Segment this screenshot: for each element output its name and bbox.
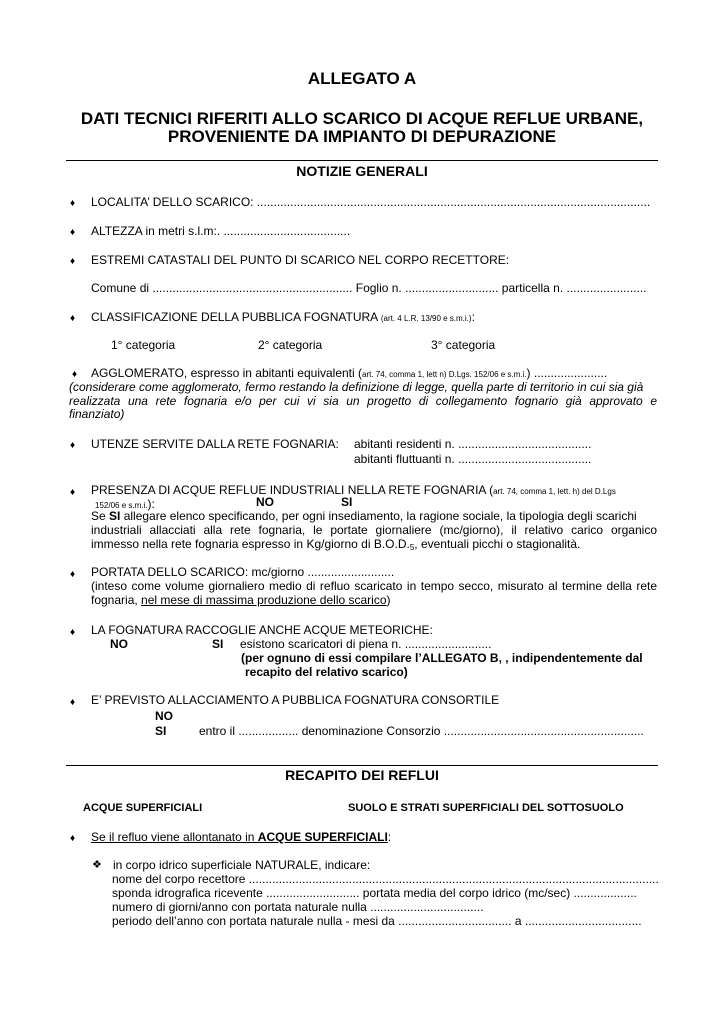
field-classificazione: CLASSIFICAZIONE DELLA PUBBLICA FOGNATURA (art. 4 L.R. 13/90 e s.m.i.): <box>91 310 475 324</box>
agglomerato-note-line2: realizzata una rete fognaria e/o per cui vi sia un progetto di collegamento fognario già approvato e <box>69 394 657 408</box>
bullet-diamond-icon: ♦ <box>70 697 76 708</box>
option-no: NO <box>155 709 173 723</box>
field-presenza-reflue-industriali: PRESENZA DI ACQUE REFLUE INDUSTRIALI NELLA RETE FOGNARIA (art. 74, comma 1, lett. h) del D.Lgs <box>91 483 616 497</box>
column-heading-suolo: SUOLO E STRATI SUPERFICIALI DEL SOTTOSUOLO <box>348 802 624 814</box>
option-si: SI <box>155 724 167 738</box>
field-abitanti-fluttuanti: abitanti fluttuanti n. ........................................ <box>354 452 592 466</box>
agglomerato-reference: art. 74, comma 1, lett n) D.Lgs. 152/06 e s.m.i. <box>362 370 527 379</box>
section-heading-notizie: NOTIZIE GENERALI <box>296 163 428 179</box>
field-periodo-portata-nulla: periodo dell’anno con portata naturale nulla - mesi da .................................. a ................................... <box>112 914 642 928</box>
agglomerato-note-line1: (considerare come agglomerato, fermo restando la definizione di legge, quella parte di territorio in cui sia già <box>69 380 644 394</box>
bullet-diamond-icon: ♦ <box>70 198 76 209</box>
section-heading-recapito: RECAPITO DEI REFLUI <box>285 767 439 783</box>
bullet-diamond-icon: ♦ <box>70 256 76 267</box>
bullet-diamond-icon: ♦ <box>70 227 76 238</box>
field-altezza: ALTEZZA in metri s.l.m:. ...................................... <box>91 224 351 238</box>
document-title: ALLEGATO A <box>307 69 417 88</box>
bullet-diamond-icon: ♦ <box>72 369 78 380</box>
bullet-diamond-icon: ♦ <box>70 569 76 580</box>
four-diamond-icon: ❖ <box>92 859 102 871</box>
portata-note-line2: fognaria, nel mese di massima produzione dello scarico) <box>91 593 391 607</box>
field-localita: LOCALITA’ DELLO SCARICO: ...................................................................................................................... <box>91 195 651 209</box>
document-subtitle-line1: DATI TECNICI RIFERITI ALLO SCARICO DI ACQUE REFLUE URBANE, <box>80 109 644 128</box>
option-categoria-2: 2° categoria <box>258 338 323 352</box>
se-si-line1: Se SI allegare elenco specificando, per ogni insediamento, la ragione sociale, la tipologia degli scarichi <box>91 509 637 523</box>
classificazione-reference: (art. 4 L.R. 13/90 e s.m.i.) <box>380 314 472 323</box>
field-utenze-servite: UTENZE SERVITE DALLA RETE FOGNARIA: <box>91 437 339 451</box>
se-refluo-acque-superficiali: Se il refluo viene allontanato in ACQUE SUPERFICIALI: <box>91 830 392 844</box>
field-agglomerato: AGGLOMERATO, espresso in abitanti equivalenti (art. 74, comma 1, lett n) D.Lgs. 152/06 e s.m.i.) ...................... <box>91 366 608 380</box>
option-no: NO <box>110 637 128 651</box>
presenza-reference-cont: 152/06 e s.m.i.): <box>95 497 155 511</box>
bullet-diamond-icon: ♦ <box>70 440 76 451</box>
section-divider <box>66 160 658 161</box>
field-portata-scarico: PORTATA DELLO SCARICO: mc/giorno .......................... <box>91 565 395 579</box>
option-no: NO <box>256 495 274 509</box>
field-giorni-portata-nulla: numero di giorni/anno con portata naturale nulla .................................. <box>112 900 484 914</box>
se-si-line2: industriali allacciati alla rete fognaria, le portate giornaliere (mc/giorno), il relativo carico organico <box>91 523 657 537</box>
bullet-diamond-icon: ♦ <box>70 833 76 844</box>
field-sponda-portata-media: sponda idrografica ricevente ............................ portata media del corpo idrico (mc/sec) ................... <box>112 886 637 900</box>
field-estremi-catastali: ESTREMI CATASTALI DEL PUNTO DI SCARICO NEL CORPO RECETTORE: <box>91 253 510 267</box>
column-heading-acque-superficiali: ACQUE SUPERFICIALI <box>83 802 203 814</box>
option-si: SI <box>341 495 353 509</box>
document-subtitle-line2: PROVENIENTE DA IMPIANTO DI DEPURAZIONE <box>167 127 557 146</box>
presenza-reference: art. 74, comma 1, lett. h) del D.Lgs <box>493 487 616 496</box>
per-ognuno-note-line1: (per ognuno di essi compilare l’ALLEGATO B, , indipendentemente dal <box>241 651 643 665</box>
bullet-diamond-icon: ♦ <box>70 313 76 324</box>
bullet-diamond-icon: ♦ <box>70 487 76 498</box>
field-comune-foglio-particella: Comune di ............................................................ Foglio n. ............................ particella n. ........................ <box>91 281 647 295</box>
field-entro-consorzio: entro il .................. denominazione Consorzio ............................................................ <box>199 724 644 738</box>
per-ognuno-note-line2: recapito del relativo scarico) <box>245 665 408 679</box>
option-categoria-1: 1° categoria <box>111 338 176 352</box>
bullet-diamond-icon: ♦ <box>70 627 76 638</box>
field-abitanti-residenti: abitanti residenti n. ........................................ <box>354 437 592 451</box>
agglomerato-note-line3: finanziato) <box>69 407 125 421</box>
option-si: SI <box>212 637 224 651</box>
option-categoria-3: 3° categoria <box>431 338 496 352</box>
field-fognatura-consortile: E’ PREVISTO ALLACCIAMENTO A PUBBLICA FOGNATURA CONSORTILE <box>91 693 500 707</box>
field-acque-meteoriche: LA FOGNATURA RACCOGLIE ANCHE ACQUE METEORICHE: <box>91 623 433 637</box>
portata-note-line1: (inteso come volume giornaliero medio di refluo scaricato in tempo secco, misurato al termine della rete <box>91 579 657 593</box>
field-nome-corpo-recettore: nome del corpo recettore ........................................................................................................................... <box>112 872 659 886</box>
field-scaricatori-piena: esistono scaricatori di piena n. .......................... <box>240 637 492 651</box>
se-si-line3: immesso nella rete fognaria espresso in Kg/giorno di $B.O.D._5$, eventuali picchi o stagionalità. <box>91 537 581 552</box>
section-divider <box>66 765 658 766</box>
field-corpo-idrico-naturale: in corpo idrico superficiale NATURALE, indicare: <box>113 858 371 872</box>
